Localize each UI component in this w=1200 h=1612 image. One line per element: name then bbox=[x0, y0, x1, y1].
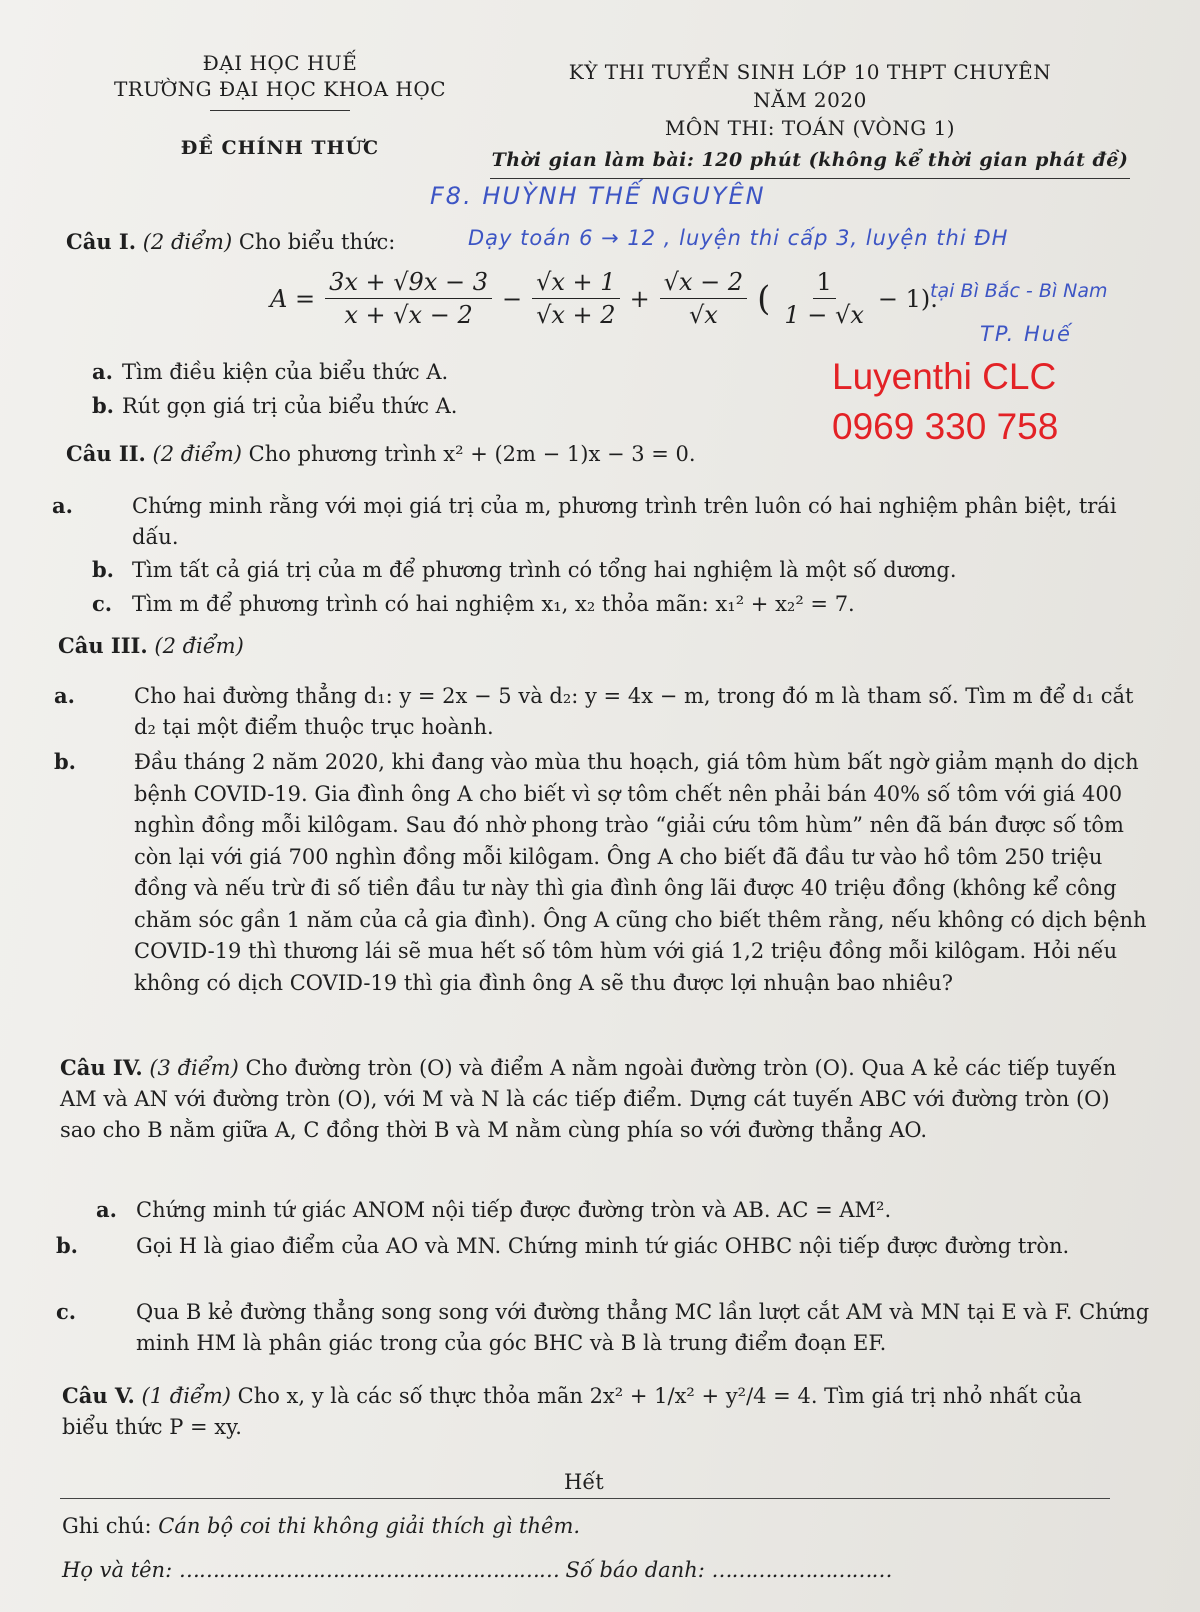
question-2b-label: b. bbox=[92, 557, 114, 582]
handwriting-line-2: Dạy toán 6 → 12 , luyện thi cấp 3, luyện thi ĐH bbox=[468, 226, 1009, 250]
fraction-1-numerator: 3x + √9x − 3 bbox=[325, 268, 492, 299]
exam-subject: MÔN THI: TOÁN (VÒNG 1) bbox=[664, 116, 956, 140]
question-1-points: (2 điểm) bbox=[142, 230, 233, 254]
question-4-intro: Cho đường tròn (O) và điểm A nằm ngoài đường tròn (O). Qua A kẻ các tiếp tuyến AM và AN với đường tròn (O), với M và N là các tiếp điểm. Dựng cát tuyến ABC với đường tròn (O) sao cho B nằm giữa A, C đồng thời B và M nằm cùng phía so với đường thẳng AO. bbox=[60, 1056, 1117, 1142]
question-4 bbox=[60, 1052, 1120, 1146]
fraction-2-denominator: √x + 2 bbox=[536, 301, 616, 329]
sbd-dots: ……………………… bbox=[711, 1558, 892, 1582]
stamp-phone: 0969 330 758 bbox=[832, 406, 1059, 447]
sbd-label: Số báo danh: bbox=[565, 1558, 705, 1582]
question-4b bbox=[56, 1230, 1156, 1262]
question-3b bbox=[54, 746, 1154, 999]
stamp-name: Luyenthi CLC bbox=[832, 356, 1057, 397]
question-1b-text: Rút gọn giá trị của biểu thức A. bbox=[122, 394, 458, 418]
paren-open: ( bbox=[757, 278, 771, 319]
formula-lhs: A = bbox=[270, 284, 316, 313]
fraction-4 bbox=[780, 268, 867, 329]
question-2-intro: Cho phương trình x² + (2m − 1)x − 3 = 0. bbox=[248, 442, 696, 466]
question-4b-label: b. bbox=[56, 1233, 78, 1258]
exam-title: KỲ THI TUYỂN SINH LỚP 10 THPT CHUYÊN bbox=[568, 60, 1052, 84]
question-4a-text: Chứng minh tứ giác ANOM nội tiếp được đường tròn và AB. AC = AM². bbox=[136, 1198, 892, 1222]
university-name: ĐẠI HỌC HUẾ bbox=[202, 51, 358, 75]
question-1b-label: b. bbox=[92, 393, 114, 418]
question-3a-text: Cho hai đường thẳng d₁: y = 2x − 5 và d₂: y = 4x − m, trong đó m là tham số. Tìm m để d₁ cắt d₂ tại một điểm thuộc trục hoành. bbox=[134, 684, 1134, 739]
fraction-1-denominator: x + √x − 2 bbox=[344, 301, 473, 329]
question-3-heading bbox=[58, 630, 244, 662]
question-3b-label: b. bbox=[54, 749, 76, 774]
exam-time: Thời gian làm bài: 120 phút (không kể thời gian phát đề) bbox=[490, 146, 1130, 179]
question-1a bbox=[92, 356, 792, 388]
handwriting-line-3: tại Bì Bắc - Bì Nam bbox=[930, 280, 1108, 302]
header-right bbox=[490, 58, 1130, 179]
question-3-title: Câu III. bbox=[58, 633, 148, 658]
operator-plus: + bbox=[629, 284, 650, 313]
question-2a-label: a. bbox=[52, 493, 73, 518]
fraction-1 bbox=[325, 268, 492, 329]
footer-signature-line bbox=[62, 1558, 892, 1582]
formula-tail: − 1). bbox=[877, 284, 938, 313]
handwriting-line-4: TP. Huế bbox=[980, 322, 1072, 346]
footer-note-label: Ghi chú: bbox=[62, 1514, 152, 1538]
footer-note bbox=[62, 1514, 580, 1538]
fraction-3 bbox=[660, 268, 747, 329]
question-2a bbox=[52, 490, 1142, 553]
question-4a bbox=[96, 1194, 1116, 1226]
question-5 bbox=[62, 1380, 1122, 1443]
question-4c-text: Qua B kẻ đường thẳng song song với đường thẳng MC lần lượt cắt AM và MN tại E và F. Chứng minh HM là phân giác trong của góc BHC và B là trung điểm đoạn EF. bbox=[136, 1300, 1150, 1355]
question-3a-label: a. bbox=[54, 683, 75, 708]
question-2b bbox=[92, 554, 1102, 586]
question-1-heading bbox=[66, 226, 395, 258]
question-3a bbox=[54, 680, 1154, 743]
question-2b-text: Tìm tất cả giá trị của m để phương trình có tổng hai nghiệm là một số dương. bbox=[132, 558, 957, 582]
official-label: ĐỀ CHÍNH THỨC bbox=[180, 137, 380, 159]
fraction-4-numerator: 1 bbox=[813, 268, 836, 299]
header-underline bbox=[210, 110, 350, 111]
end-marker: Hết bbox=[564, 1470, 604, 1494]
question-4c bbox=[56, 1296, 1156, 1359]
question-5-title: Câu V. bbox=[62, 1383, 135, 1408]
formula-a bbox=[270, 268, 938, 329]
exam-year: NĂM 2020 bbox=[753, 88, 867, 112]
footer-note-text: Cán bộ coi thi không giải thích gì thêm. bbox=[158, 1514, 581, 1538]
question-2-title: Câu II. bbox=[66, 441, 146, 466]
question-2a-text: Chứng minh rằng với mọi giá trị của m, phương trình trên luôn có hai nghiệm phân biệt, trái dấu. bbox=[132, 494, 1117, 549]
question-2c-label: c. bbox=[92, 591, 113, 616]
question-1a-label: a. bbox=[92, 359, 113, 384]
question-2-points: (2 điểm) bbox=[152, 442, 242, 466]
question-5-intro: Cho x, y là các số thực thỏa mãn 2x² + 1/x² + y²/4 = 4. Tìm giá trị nhỏ nhất của biểu thức P = xy. bbox=[62, 1384, 1082, 1439]
question-3b-text: Đầu tháng 2 năm 2020, khi đang vào mùa thu hoạch, giá tôm hùm bất ngờ giảm mạnh do dịch bệnh COVID-19. Gia đình ông A cho biết vì sợ tôm chết nên phải bán 40% số tôm với giá 400 nghìn đồng mỗi kilôgam. Sau đó nhờ phong trào “giải cứu tôm hùm” nên đã bán được số tôm còn lại với giá 700 nghìn đồng mỗi kilôgam. Ông A cho biết đã đầu tư vào hồ tôm 250 triệu đồng và nếu trừ đi số tiền đầu tư này thì gia đình ông lãi được 40 triệu đồng (không kể công chăm sóc gần 1 năm của cả gia đình). Ông A cũng cho biết thêm rằng, nếu không có dịch bệnh COVID-19 thì thương lái sẽ mua hết số tôm hùm với giá 1,2 triệu đồng mỗi kilôgam. Hỏi nếu không có dịch COVID-19 thì gia đình ông A sẽ thu được lợi nhuận bao nhiêu? bbox=[134, 750, 1147, 995]
question-1b bbox=[92, 390, 792, 422]
name-label: Họ và tên: bbox=[62, 1558, 173, 1582]
question-4c-label: c. bbox=[56, 1299, 77, 1324]
fraction-4-denominator: 1 − √x bbox=[784, 301, 864, 329]
fraction-3-denominator: √x bbox=[688, 301, 718, 329]
fraction-2 bbox=[532, 268, 619, 329]
question-5-points: (1 điểm) bbox=[141, 1384, 231, 1408]
footer-divider bbox=[60, 1498, 1110, 1499]
question-2c bbox=[92, 588, 1102, 620]
operator-minus: − bbox=[501, 284, 523, 313]
header-left bbox=[80, 50, 480, 161]
question-2c-text: Tìm m để phương trình có hai nghiệm x₁, x₂ thỏa mãn: x₁² + x₂² = 7. bbox=[132, 592, 855, 616]
question-1a-text: Tìm điều kiện của biểu thức A. bbox=[122, 360, 449, 384]
question-4b-text: Gọi H là giao điểm của AO và MN. Chứng minh tứ giác OHBC nội tiếp được đường tròn. bbox=[136, 1234, 1070, 1258]
question-2-heading bbox=[66, 438, 826, 470]
question-4a-label: a. bbox=[96, 1197, 117, 1222]
question-3-points: (2 điểm) bbox=[154, 634, 244, 658]
school-name: TRƯỜNG ĐẠI HỌC KHOA HỌC bbox=[113, 77, 447, 101]
question-4-points: (3 điểm) bbox=[149, 1056, 239, 1080]
question-4-title: Câu IV. bbox=[60, 1055, 143, 1080]
question-1-title: Câu I. bbox=[66, 229, 137, 254]
fraction-3-numerator: √x − 2 bbox=[660, 268, 747, 299]
name-dots: ………………………………………………… bbox=[178, 1558, 559, 1582]
question-1-intro: Cho biểu thức: bbox=[238, 230, 396, 254]
handwriting-line-1: F8. HUỲNH THẾ NGUYÊN bbox=[430, 182, 766, 210]
fraction-2-numerator: √x + 1 bbox=[532, 268, 619, 299]
